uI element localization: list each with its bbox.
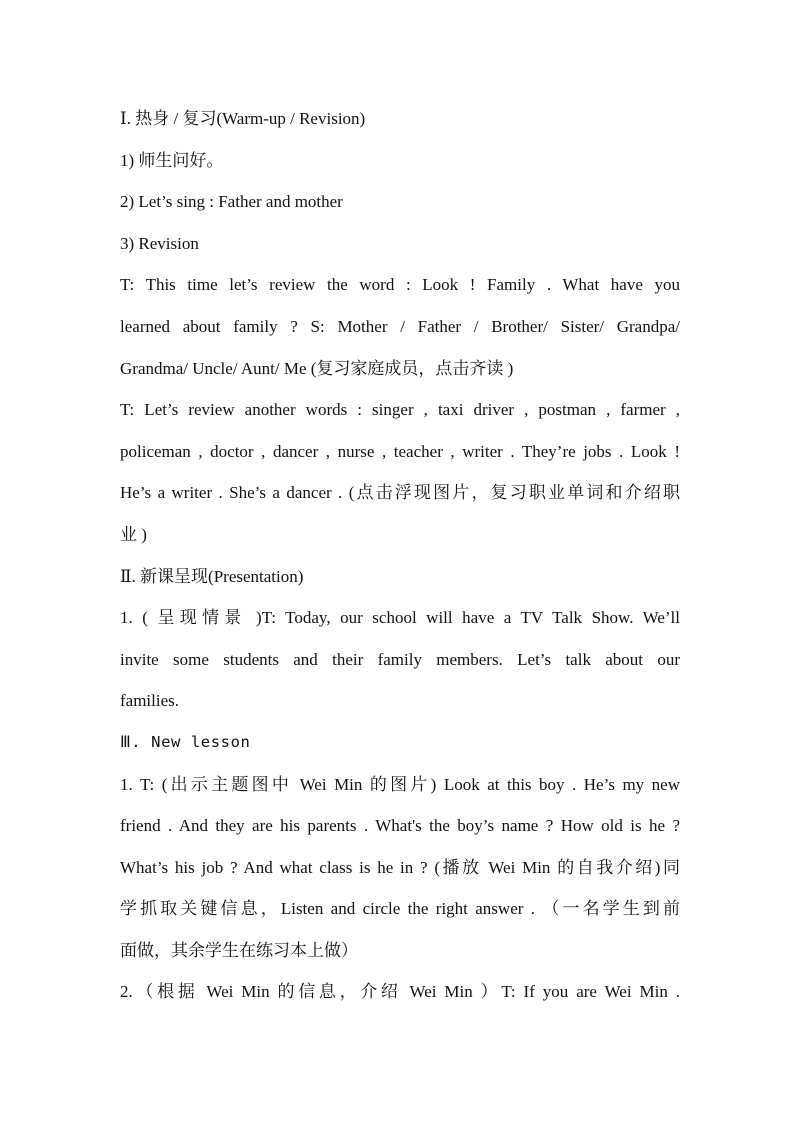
paragraph-line: families. [120,691,180,711]
paragraph-line: 业 ) [120,524,147,544]
paragraph-line: T: Let’s review another words : singer , taxi driver , postman , farmer , [120,400,680,420]
paragraph-line: 1. ( 呈现情景 )T: Today, our school will have a TV Talk Show. We’ll [120,608,680,628]
section-heading-presentation: Ⅱ. 新课呈现(Presentation) [120,566,304,586]
paragraph-line: learned about family ? S: Mother / Father / Brother/ Sister/ Grandpa/ [120,316,680,336]
paragraph-line: 3) Revision [120,233,199,253]
paragraph-line: What’s his job ? And what class is he in ? (播放 Wei Min 的自我介绍)同 [120,857,680,877]
paragraph-line: 1) 师生问好。 [120,150,224,170]
document-body [120,98,680,1013]
paragraph-line: invite some students and their family members. Let’s talk about our [120,649,680,669]
paragraph-line: 学抓取关键信息，Listen and circle the right answer . （一名学生到前 [120,899,680,919]
paragraph-line: T: This time let’s review the word : Look ! Family . What have you [120,275,680,295]
paragraph-line: friend . And they are his parents . What's the boy’s name ? How old is he ? [120,816,680,836]
paragraph-line: 2) Let’s sing : Father and mother [120,192,343,212]
paragraph-line: 2.（根据 Wei Min 的信息，介绍 Wei Min ）T: If you are Wei Min . [120,982,680,1002]
paragraph-line: 1. T: (出示主题图中 Wei Min 的图片) Look at this boy . He’s my new [120,774,680,794]
paragraph-line: 面做，其余学生在练习本上做） [120,940,358,960]
paragraph-line: He’s a writer . She’s a dancer . (点击浮现图片，复习职业单词和介绍职 [120,483,680,503]
paragraph-line: policeman , doctor , dancer , nurse , teacher , writer . They’re jobs . Look ! [120,441,680,461]
paragraph-line: Grandma/ Uncle/ Aunt/ Me (复习家庭成员，点击齐读 ) [120,358,514,378]
section-heading-warmup: Ⅰ. 热身 / 复习(Warm-up / Revision) [120,109,366,128]
section-heading-new-lesson: Ⅲ. New lesson [120,732,251,751]
